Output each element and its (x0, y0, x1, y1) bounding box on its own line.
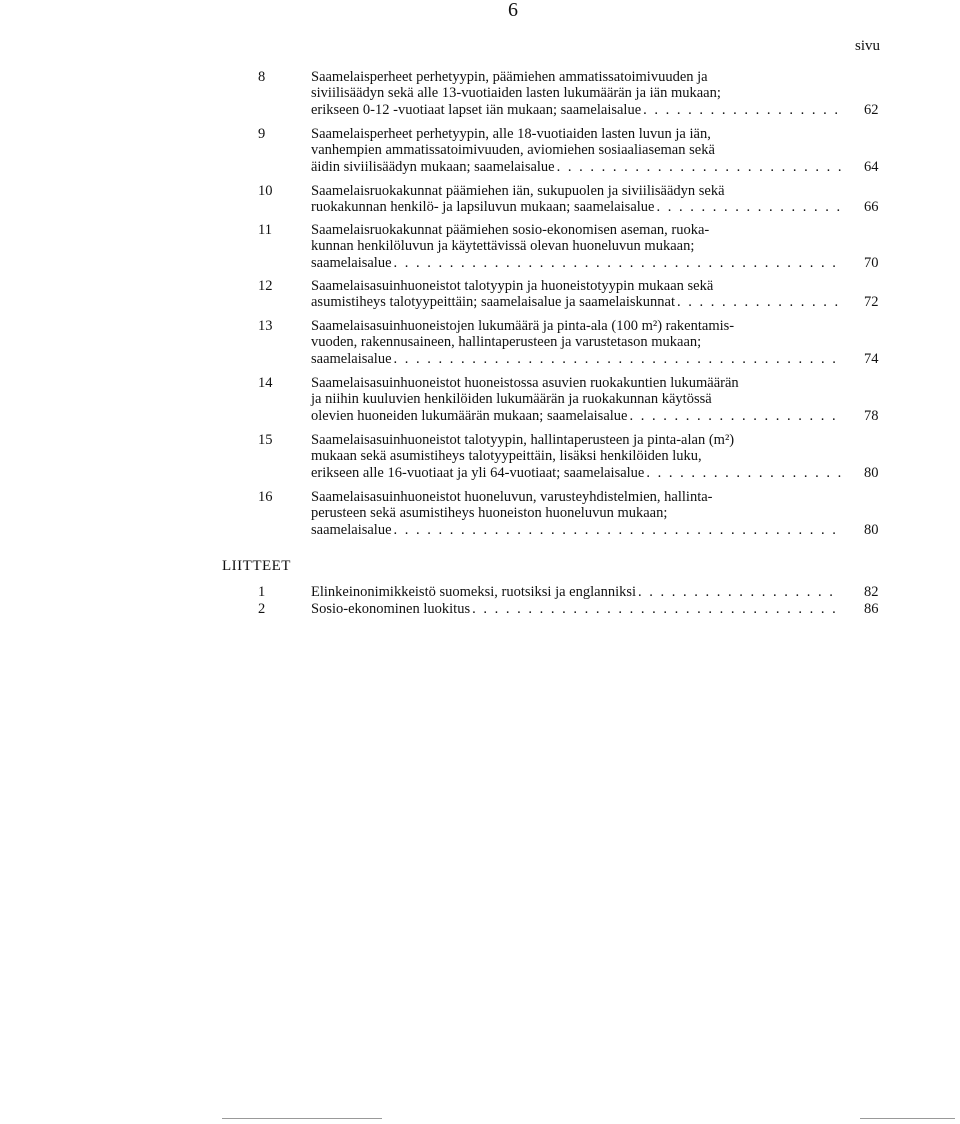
dot-leader (646, 465, 841, 481)
entry-number: 13 (258, 318, 273, 334)
entry-line: ja niihin kuuluvien henkilöiden lukumäärän ja ruokakunnan käytössä (311, 391, 712, 408)
entry-page: 82 (864, 584, 879, 600)
appendix-heading: LIITTEET (222, 558, 291, 574)
entry-text (311, 489, 841, 538)
entry-last-line (311, 465, 841, 481)
entry-text (311, 278, 841, 311)
entry-last-line (311, 199, 841, 215)
entry-last-line (311, 522, 841, 538)
entry-number: 15 (258, 432, 273, 448)
entry-number: 14 (258, 375, 273, 391)
entry-page: 80 (864, 464, 879, 481)
dot-leader (629, 408, 841, 424)
entry-line: Saamelaisruokakunnat päämiehen iän, sukupuolen ja siviilisäädyn sekä (311, 183, 725, 199)
entry-page: 62 (864, 101, 879, 118)
scan-edge-line (860, 1118, 955, 1119)
entry-line: Saamelaisperheet perhetyypin, alle 18-vuotiaiden lasten luvun ja iän, (311, 126, 711, 142)
entry-line: Saamelaisasuinhuoneistot talotyypin ja huoneistotyypin mukaan sekä (311, 278, 714, 294)
entry-number: 1 (258, 584, 266, 600)
entry-line: Saamelaisasuinhuoneistojen lukumäärä ja pinta-ala (100 m²) rakentamis- (311, 318, 735, 334)
entry-line: Saamelaisruokakunnat päämiehen sosio-ekonomisen aseman, ruoka- (311, 222, 710, 238)
entry-line: erikseen alle 16-vuotiaat ja yli 64-vuotiaat; saamelaisalue (311, 464, 645, 481)
page-number: 6 (508, 0, 518, 21)
entry-page: 64 (864, 158, 879, 175)
dot-leader (638, 584, 841, 600)
dot-leader (394, 255, 841, 271)
entry-last-line (311, 408, 841, 424)
entry-line: Saamelaisasuinhuoneistot huoneluvun, varusteyhdistelmien, hallinta- (311, 489, 713, 505)
entry-last-line (311, 351, 841, 367)
entry-text (311, 584, 841, 600)
entry-line: vuoden, rakennusaineen, hallintaperusteen ja varustetason mukaan; (311, 334, 702, 351)
entry-number: 10 (258, 183, 273, 199)
entry-line: ruokakunnan henkilö- ja lapsiluvun mukaan; saamelaisalue (311, 199, 655, 216)
entry-line: siviilisäädyn sekä alle 13-vuotiaiden lasten lukumäärän ja iän mukaan; (311, 85, 721, 102)
entry-last-line (311, 255, 841, 271)
entry-line: kunnan henkilöluvun ja käytettävissä olevan huoneluvun mukaan; (311, 238, 695, 255)
entry-number: 16 (258, 489, 273, 505)
scan-edge-line (222, 1118, 382, 1119)
entry-text (311, 601, 841, 617)
entry-page: 66 (864, 199, 879, 216)
entry-line: erikseen 0-12 -vuotiaat lapset iän mukaan; saamelaisalue (311, 101, 642, 118)
dot-leader (656, 199, 841, 215)
dot-leader (643, 102, 841, 118)
entry-last-line (311, 102, 841, 118)
dot-leader (394, 351, 841, 367)
entry-text (311, 126, 841, 175)
dot-leader (472, 601, 841, 617)
entry-line: äidin siviilisäädyn mukaan; saamelaisalue (311, 158, 555, 175)
entry-line: saamelaisalue (311, 350, 392, 367)
entry-number: 11 (258, 222, 272, 238)
entry-line: olevien huoneiden lukumäärän mukaan; saamelaisalue (311, 407, 628, 424)
page-column-header: sivu (855, 38, 881, 54)
entry-line: saamelaisalue (311, 521, 392, 538)
entry-number: 8 (258, 69, 266, 85)
entry-line: mukaan sekä asumistiheys talotyypeittäin, lisäksi henkilöiden luku, (311, 448, 702, 465)
entry-last-line (311, 584, 841, 600)
entry-text (311, 318, 841, 367)
entry-line: Saamelaisasuinhuoneistot huoneistossa asuvien ruokakuntien lukumäärän (311, 375, 739, 391)
entry-text (311, 375, 841, 424)
entry-page: 78 (864, 407, 879, 424)
entry-last-line (311, 601, 841, 617)
entry-line: asumistiheys talotyypeittäin; saamelaisalue ja saamelaiskunnat (311, 294, 676, 311)
entry-page: 86 (864, 601, 879, 617)
entry-page: 74 (864, 350, 879, 367)
dot-leader (557, 159, 841, 175)
entry-text (311, 432, 841, 481)
entry-line: Sosio-ekonominen luokitus (311, 601, 471, 617)
dot-leader (677, 294, 841, 310)
entry-line: perusteen sekä asumistiheys huoneiston huoneluvun mukaan; (311, 505, 668, 522)
dot-leader (394, 522, 841, 538)
entry-line: Saamelaisasuinhuoneistot talotyypin, hallintaperusteen ja pinta-alan (m²) (311, 432, 735, 448)
entry-text (311, 222, 841, 271)
entry-page: 70 (864, 254, 879, 271)
entry-text (311, 183, 841, 216)
entry-page: 80 (864, 521, 879, 538)
entry-line: Saamelaisperheet perhetyypin, päämiehen ammatissatoimivuuden ja (311, 69, 708, 85)
entry-number: 12 (258, 278, 273, 294)
entry-number: 2 (258, 601, 266, 617)
entry-page: 72 (864, 294, 879, 311)
entry-last-line (311, 159, 841, 175)
entry-number: 9 (258, 126, 266, 142)
entry-line: Elinkeinonimikkeistö suomeksi, ruotsiksi ja englanniksi (311, 584, 637, 600)
entry-line: vanhempien ammatissatoimivuuden, aviomiehen sosiaaliaseman sekä (311, 142, 715, 159)
entry-text (311, 69, 841, 118)
entry-line: saamelaisalue (311, 254, 392, 271)
entry-last-line (311, 294, 841, 310)
